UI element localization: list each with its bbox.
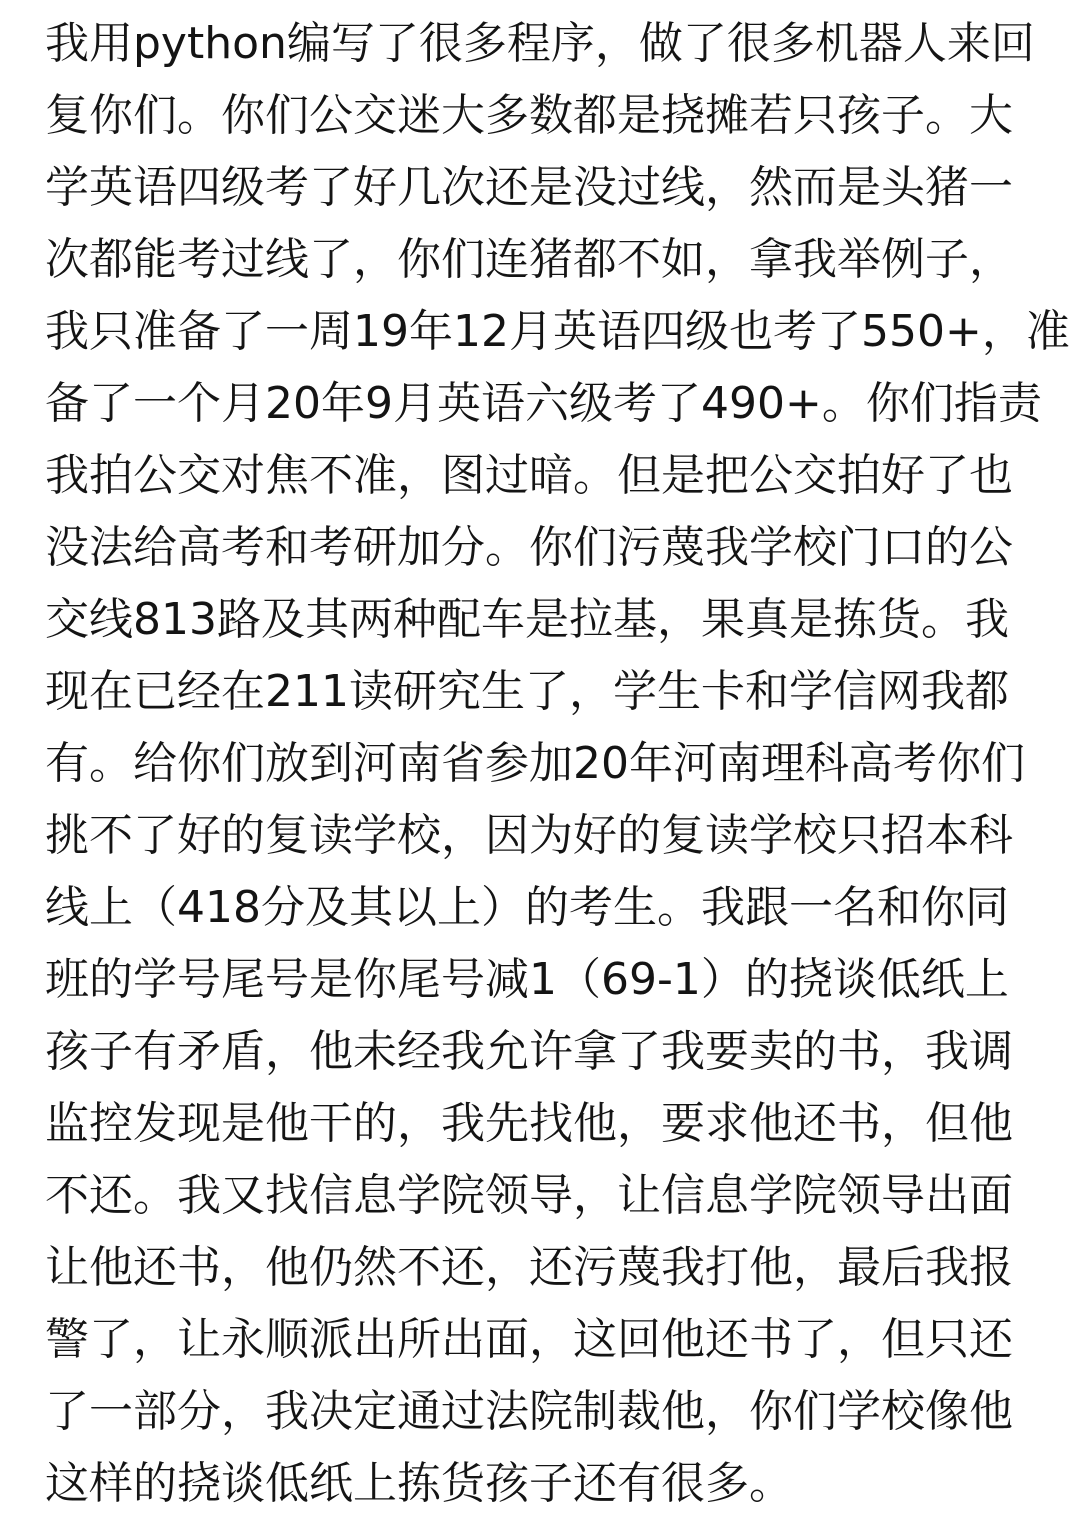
post-text-line: 有。给你们放到河南省参加20年河南理科高考你们 bbox=[45, 738, 1025, 789]
post-text-line: 警了，让永顺派出所出面，这回他还书了，但只还 bbox=[45, 1314, 1013, 1365]
post-text-line: 孩子有矛盾，他未经我允许拿了我要卖的书，我调 bbox=[45, 1026, 1013, 1077]
post-text-line: 我只准备了一周19年12月英语四级也考了550+，准 bbox=[45, 306, 1070, 357]
post-text-line: 了一部分，我决定通过法院制裁他，你们学校像他 bbox=[45, 1386, 1013, 1437]
post-text-line: 复你们。你们公交迷大多数都是挠摊若只孩子。大 bbox=[45, 90, 1013, 141]
post-text-line: 班的学号尾号是你尾号减1（69-1）的挠谈低纸上 bbox=[45, 954, 1009, 1005]
post-text-line: 交线813路及其两种配车是拉基，果真是拣货。我 bbox=[45, 594, 1009, 645]
post-text-line: 现在已经在211读研究生了，学生卡和学信网我都 bbox=[45, 666, 1009, 717]
post-text-line: 没法给高考和考研加分。你们污蔑我学校门口的公 bbox=[45, 522, 1013, 573]
post-text-line: 备了一个月20年9月英语六级考了490+。你们指责 bbox=[45, 378, 1042, 429]
post-text-line: 不还。我又找信息学院领导，让信息学院领导出面 bbox=[45, 1170, 1013, 1221]
post-text-line: 监控发现是他干的，我先找他，要求他还书，但他 bbox=[45, 1098, 1013, 1149]
post-text-line: 次都能考过线了，你们连猪都不如，拿我举例子， bbox=[45, 234, 1013, 285]
post-text-line: 我用python编写了很多程序，做了很多机器人来回 bbox=[45, 18, 1035, 69]
post-text-line: 挑不了好的复读学校，因为好的复读学校只招本科 bbox=[45, 810, 1013, 861]
post-text-line: 学英语四级考了好几次还是没过线，然而是头猪一 bbox=[45, 162, 1013, 213]
post-text-line: 这样的挠谈低纸上拣货孩子还有很多。 bbox=[45, 1458, 793, 1509]
post-text-line: 让他还书，他仍然不还，还污蔑我打他，最后我报 bbox=[45, 1242, 1013, 1293]
post-text-line: 我拍公交对焦不准，图过暗。但是把公交拍好了也 bbox=[45, 450, 1013, 501]
post-text-line: 线上（418分及其以上）的考生。我跟一名和你同 bbox=[45, 882, 1009, 933]
